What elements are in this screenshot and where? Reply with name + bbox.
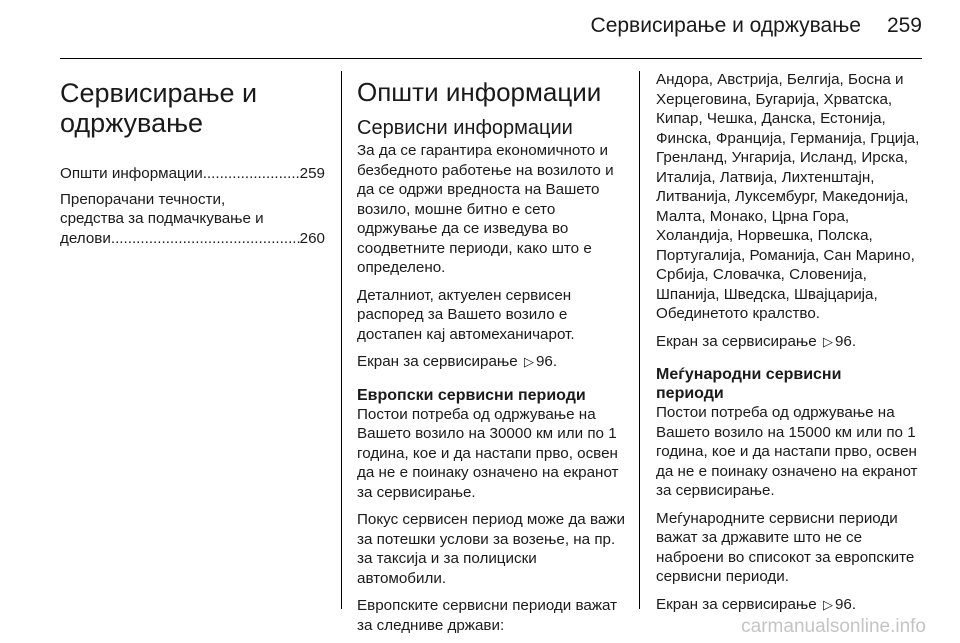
body-column-2 [357,70,625,643]
service-info-paragraph-1: За да се гарантира економичното и безбедното работење на возилото и да се одржи вредноста на Вашето возило, мошне битно е сето одржување да се изведува во соодветните периоди, како што е определено. [357,142,614,276]
toc-entry-label: Општи информации [60,165,203,182]
toc-leader-dots [111,229,300,249]
header-rule [60,58,922,59]
chapter-title: Сервисирање и одржување [60,78,258,138]
body-column-3 [656,70,922,622]
international-intervals-heading: Меѓународни сервисни периоди [656,366,842,402]
reference-page[interactable]: 96. [535,353,558,370]
toc-entry-line: средства за подмачкување и [60,210,264,227]
service-display-reference: Екран за сервисирање ▷ 96. [357,353,558,370]
arrow-reference-icon: ▷ [822,596,833,612]
european-paragraph-2: Покус сервисен период може да важи за потешки услови за возење, на пр. за таксија и за полициски автомобили. [357,511,625,587]
running-header-title: Сервисирање и одржување [590,14,861,37]
watermark-text: carmanualsonline.info [741,616,926,637]
arrow-reference-icon: ▷ [822,333,833,349]
toc-column [60,70,325,254]
european-intervals-heading: Европски сервисни периоди [357,386,586,404]
column-divider-2 [639,71,640,609]
international-paragraph-2: Меѓународните сервисни периоди важат за државите што не се наброени во списокот за европските сервисни периоди. [656,509,915,585]
service-info-paragraph-2: Деталниот, актуелен сервисен распоред за Вашето возило е достапен кај автомеханичарот. [357,286,575,343]
european-paragraph-3: Европските сервисни периоди важат за следниве држави: [357,597,618,634]
service-display-reference: Екран за сервисирање ▷ 96. [656,332,857,350]
european-countries-list: Андора, Австрија, Белгија, Босна и Херцеговина, Бугарија, Хрватска, Кипар, Чешка, Данска, Естонија, Финска, Франција, Германија, Грција, Гренланд, Унгарија, Исланд, Ирска, Италија, Латвија, Лихтенштајн, Литванија, Луксембург, Македонија, Малта, Монако, Црна Гора, Холандија, Норвешка, Полска, Португалија, Романија, Сан Марино, Србија, Словачка, Словенија, Шпанија, Шведска, Швајцарија, Обединетото кралство. [656,71,920,322]
toc-entry-page: 260 [299,229,325,247]
page-number: 259 [886,14,922,37]
arrow-reference-icon: ▷ [523,354,534,369]
toc-entry-label: делови [60,229,111,247]
running-header [591,14,922,38]
service-info-heading: Сервисни информации [357,117,573,139]
column-divider-1 [341,71,342,609]
reference-page[interactable]: 96. [834,595,857,613]
section-title: Општи информации [357,77,602,107]
toc-entry-general-info[interactable] [60,164,325,184]
european-paragraph-1: Постои потреба од одржување на Вашето возило на 30000 км или по 1 година, кое и да настапи прво, освен да не е поинаку означено на екранот за сервисирање. [357,405,619,501]
service-display-reference: Екран за сервисирање ▷ 96. [656,595,857,613]
toc-leader-dots [203,164,300,184]
international-paragraph-1: Постои потреба од одржување на Вашето возило на 15000 км или по 1 година, кое и да настапи прво, освен да не е поинаку означено на екранот за сервисирање. [656,404,918,499]
toc-entry-fluids[interactable] [60,190,325,249]
reference-page[interactable]: 96. [834,332,857,350]
toc-entry-page: 259 [299,165,325,182]
toc-entry-line: Препорачани течности, [60,190,226,208]
